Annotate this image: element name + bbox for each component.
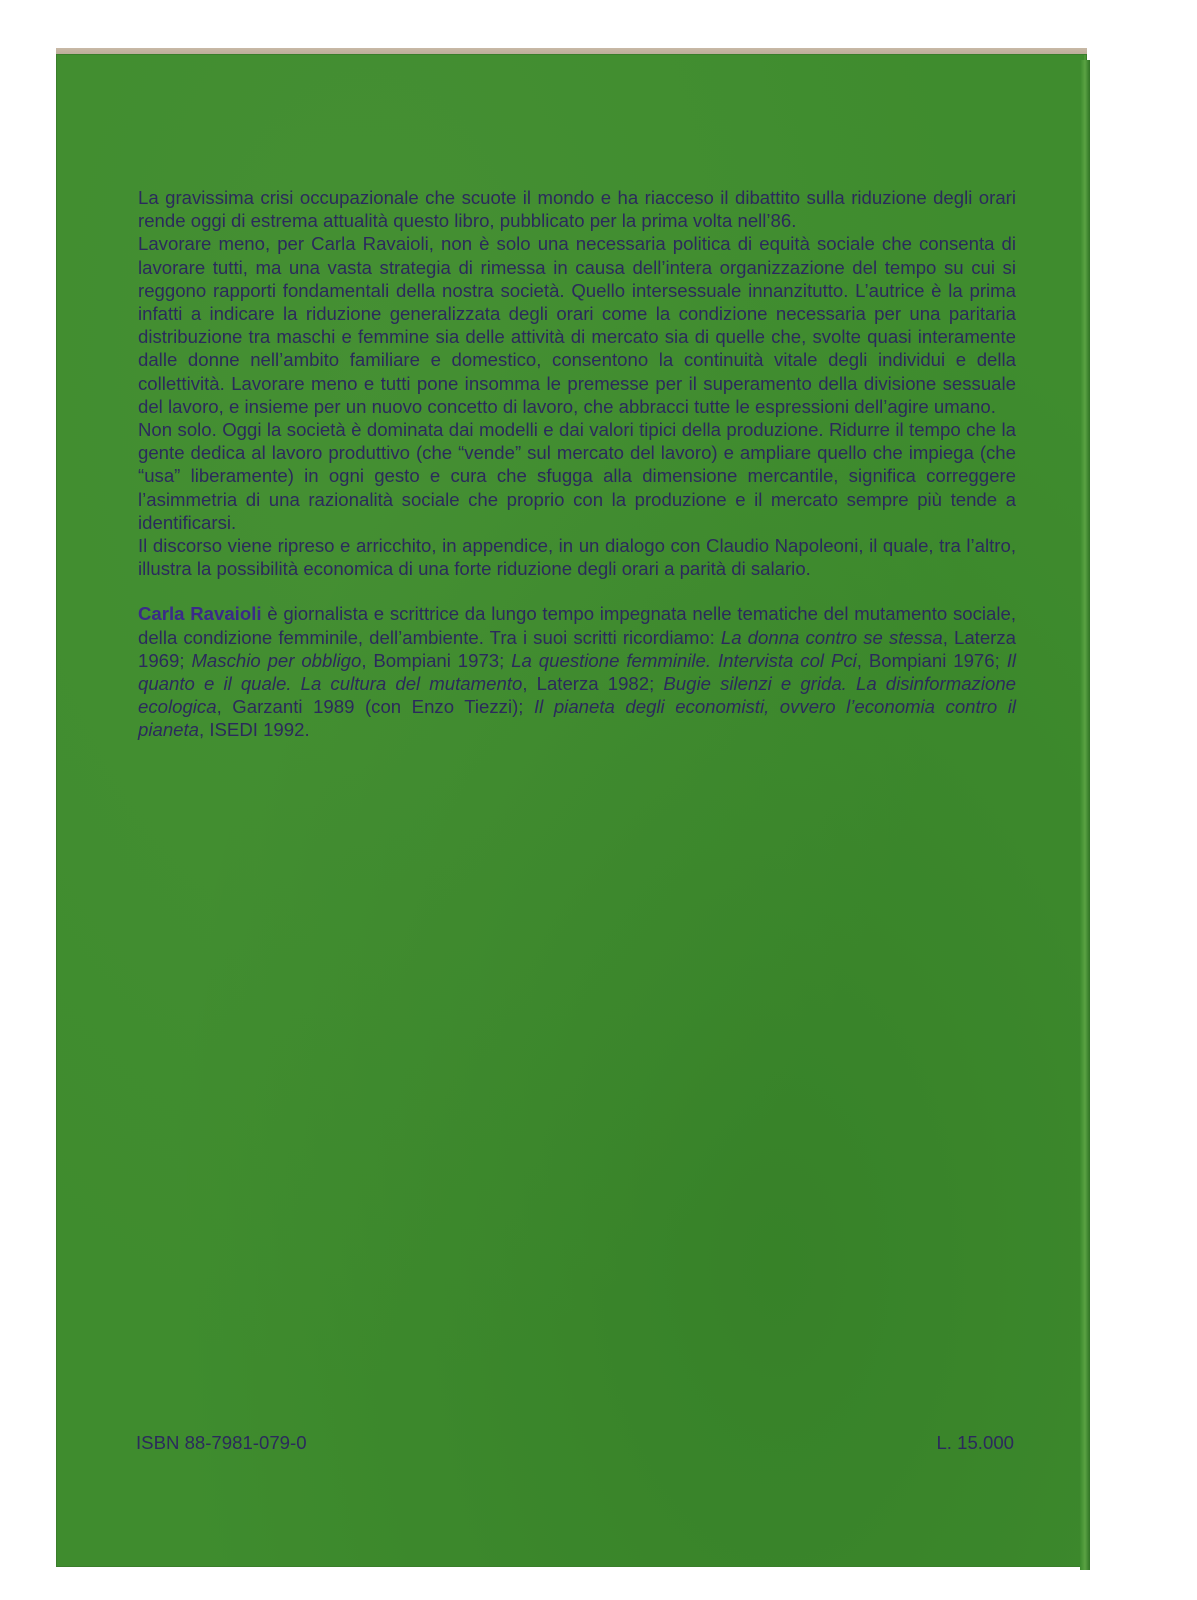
bio-intro: è giornalista e scrittrice da lungo tempo impegnata nelle tematiche del mutamento sociale, della condizione femminile, dell’ambiente. Tra i suoi scritti ricordiamo: [138,603,1016,648]
section-spacer [138,580,1016,602]
author-name: Carla Ravaioli [138,603,262,625]
work-publisher: , Garzanti 1989 (con Enzo Tiezzi); [216,696,535,718]
blurb [138,186,1016,742]
work-publisher: , ISEDI 1992. [199,719,310,741]
work-publisher: , Bompiani 1976; [856,649,1007,671]
book-side-edge [1080,60,1090,1570]
work-publisher: , Bompiani 1973; [361,649,512,671]
work-title: La questione femminile. Intervista col Pci [511,649,857,671]
blurb-paragraph-3: Non solo. Oggi la società è dominata dai modelli e dai valori tipici della produzione. Ridurre il tempo che la gente dedica al lavoro produttivo (che “vende” sul mercato del lavoro) e ampliare quello che impiega (che “usa” liberamente) in ogni gesto e cura che sfugga alla dimensione mercantile, significa correggere l’asimmetria di una razionalità sociale che proprio con la produzione e il mercato sempre più tende a identificarsi. [138,419,1016,533]
work-publisher: , Laterza 1969; [138,626,1016,671]
blurb-paragraph-4: Il discorso viene ripreso e arricchito, in appendice, in un dialogo con Claudio Napoleoni, il quale, tra l’altro, illustra la possibilità economica di una forte riduzione degli orari a parità di salario. [138,535,1016,580]
work-title: Bugie silenzi e grida. La disinformazione ecologica [138,673,1016,718]
blurb-paragraph-1: La gravissima crisi occupazionale che scuote il mondo e ha riacceso il dibattito sulla riduzione degli orari rende oggi di estrema attualità questo libro, pubblicato per la prima volta nell’86. [138,187,1016,232]
isbn: ISBN 88-7981-079-0 [136,1432,307,1453]
blurb-paragraph-2: Lavorare meno, per Carla Ravaioli, non è solo una necessaria politica di equità sociale che consenta di lavorare tutti, ma una vasta strategia di rimessa in causa dell’intera organizzazione del tempo su cui si reggono rapporti fondamentali della nostra società. Quello intersessuale innanzitutto. L’autrice è la prima infatti a indicare la riduzione generalizzata degli orari come la condizione necessaria per una paritaria distribuzione tra maschi e femmine sia delle attività di mercato sia di quelle che, svolte quasi interamente dalle donne nell’ambito familiare e domestico, consentono la continuità vitale degli individui e della collettività. Lavorare meno e tutti pone insomma le premesse per il superamento della divisione sessuale del lavoro, e insieme per un nuovo concetto di lavoro, che abbracci tutte le espressioni dell’agire umano. [138,233,1016,417]
author-bio [138,602,1016,741]
work-title: Il pianeta degli economisti, ovvero l’economia contro il pianeta [138,696,1017,741]
work-title: Il quanto e il quale. La cultura del mutamento [138,649,1016,695]
price: L. 15.000 [936,1432,1014,1453]
work-title: Maschio per obbligo [191,649,362,671]
work-publisher: , Laterza 1982; [522,673,664,695]
work-title: La donna contro se stessa [720,626,943,648]
